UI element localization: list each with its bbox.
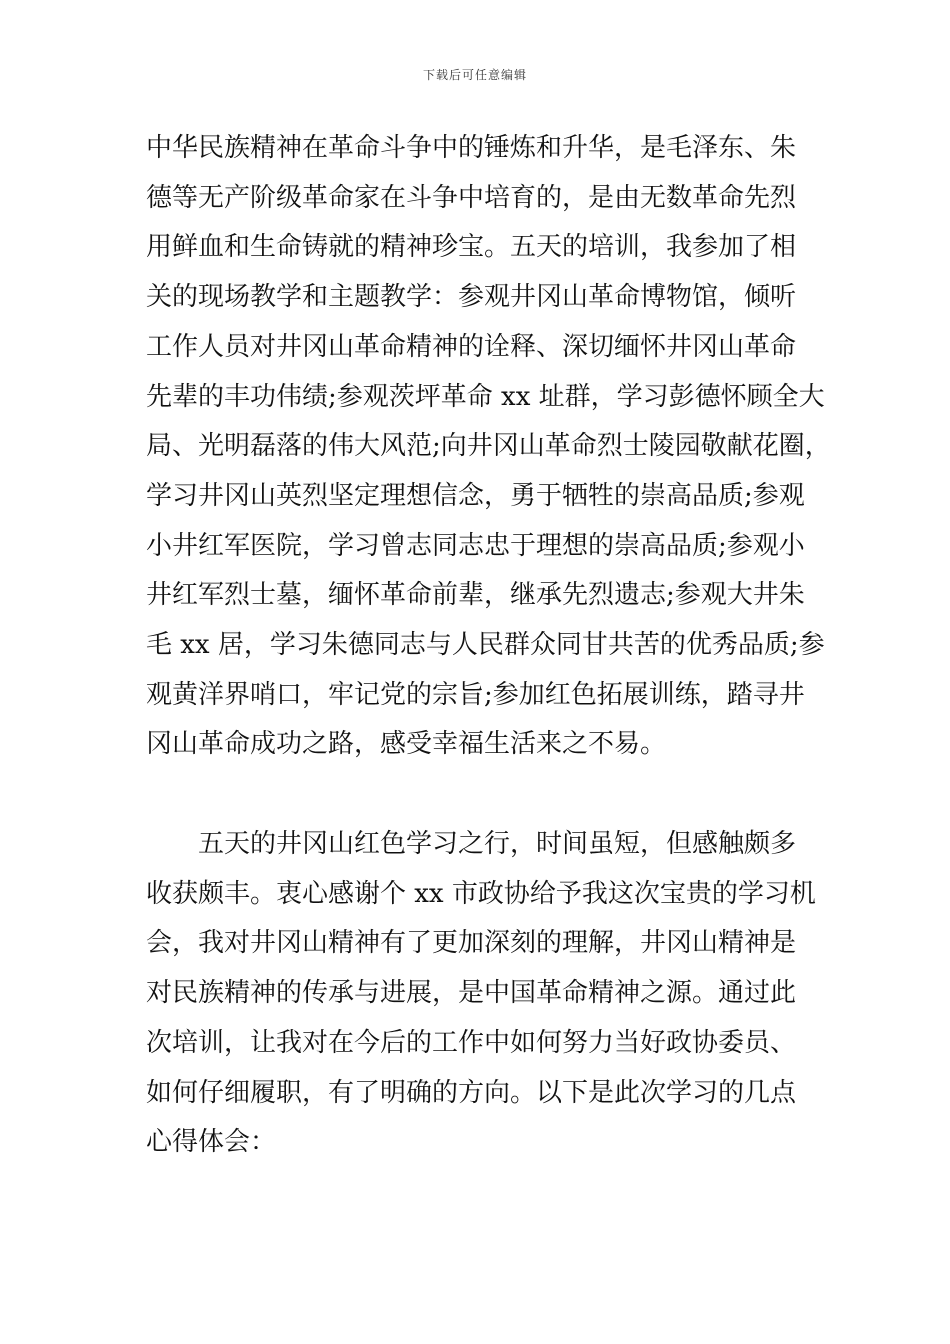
paragraph-line: 用鲜血和生命铸就的精神珍宝。五天的培训，我参加了相 bbox=[146, 232, 797, 263]
paragraph-line: 会，我对井冈山精神有了更加深刻的理解，井冈山精神是 bbox=[146, 928, 797, 959]
paragraph-line: 次培训，让我对在今后的工作中如何努力当好政协委员、 bbox=[146, 1027, 797, 1058]
paragraph-line: 观黄洋界哨口，牢记党的宗旨;参加红色拓展训练，踏寻井 bbox=[146, 679, 805, 710]
paragraph-line: 井红军烈士墓，缅怀革命前辈，继承先烈遗志;参观大井朱 bbox=[146, 580, 805, 611]
paragraph-line: 收获颇丰。衷心感谢个 xx 市政协给予我这次宝贵的学习机 bbox=[146, 878, 816, 909]
paragraph-line: 工作人员对井冈山革命精神的诠释、深切缅怀井冈山革命 bbox=[146, 331, 797, 362]
paragraph-line: 五天的井冈山红色学习之行，时间虽短，但感触颇多 bbox=[198, 829, 797, 859]
paragraph-line: 关的现场教学和主题教学：参观井冈山革命博物馆，倾听 bbox=[146, 282, 797, 313]
paragraph-line: 毛 xx 居，学习朱德同志与人民群众同甘共苦的优秀品质;参 bbox=[146, 630, 825, 661]
paragraph-line: 对民族精神的传承与进展，是中国革命精神之源。通过此 bbox=[146, 978, 797, 1009]
paragraph-2 bbox=[146, 820, 818, 1180]
paragraph-line: 小井红军医院，学习曾志同志忠于理想的崇高品质;参观小 bbox=[146, 530, 805, 561]
paragraph-line: 局、光明磊落的伟大风范;向井冈山革命烈士陵园敬献花圈， bbox=[146, 431, 831, 462]
paragraph-1 bbox=[146, 124, 831, 774]
paragraph-line: 德等无产阶级革命家在斗争中培育的，是由无数革命先烈 bbox=[146, 182, 797, 213]
paragraph-line: 中华民族精神在革命斗争中的锤炼和升华，是毛泽东、朱 bbox=[146, 133, 797, 163]
paragraph-line: 如何仔细履职，有了明确的方向。以下是此次学习的几点 bbox=[146, 1077, 797, 1108]
page-header: 下载后可任意编辑 bbox=[422, 68, 527, 82]
paragraph-line: 冈山革命成功之路，感受幸福生活来之不易。 bbox=[146, 729, 667, 760]
paragraph-line: 学习井冈山英烈坚定理想信念，勇于牺牲的崇高品质;参观 bbox=[146, 480, 805, 511]
paragraph-line: 心得体会： bbox=[146, 1127, 277, 1158]
paragraph-line: 先辈的丰功伟绩;参观茨坪革命 xx 址群，学习彭德怀顾全大 bbox=[146, 381, 825, 412]
